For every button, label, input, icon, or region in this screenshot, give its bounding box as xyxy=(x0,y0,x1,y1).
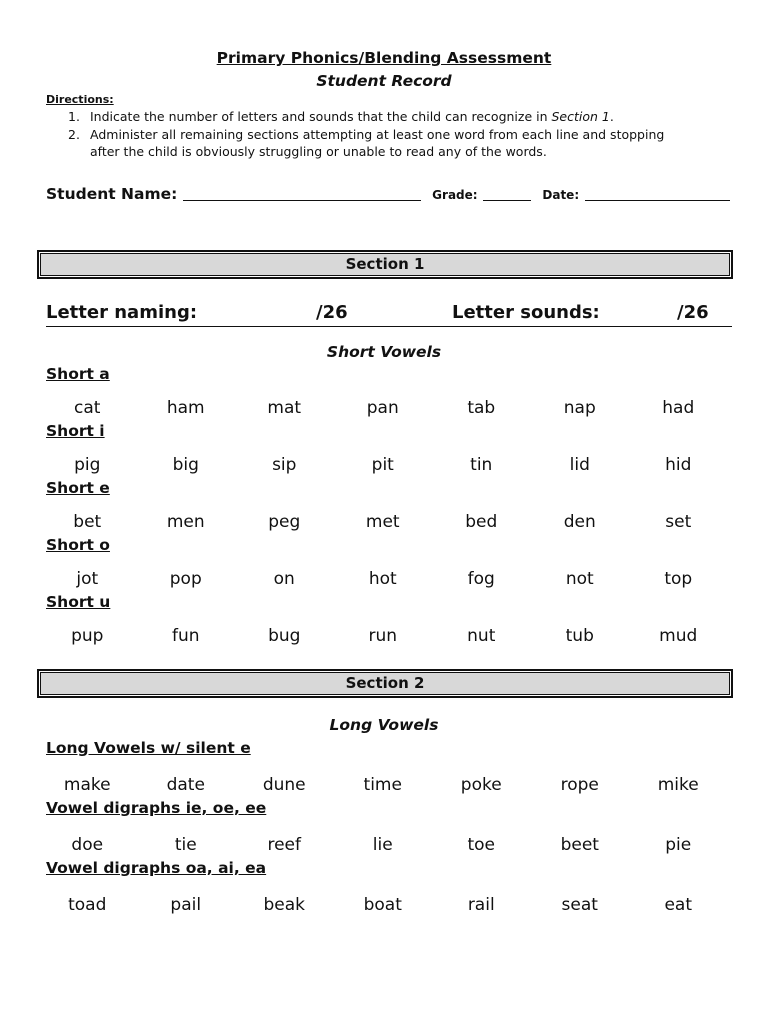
word-group-label: Long Vowels w/ silent e xyxy=(46,739,251,757)
direction-period: . xyxy=(609,109,614,124)
word-item: beet xyxy=(560,835,599,855)
word-item: eat xyxy=(664,895,693,915)
word-row xyxy=(38,895,728,915)
word-item: fun xyxy=(171,626,200,646)
word-item: tab xyxy=(467,398,496,418)
word-item: nut xyxy=(467,626,496,646)
word-item: rope xyxy=(560,775,599,795)
letter-naming-label: Letter naming: xyxy=(46,302,198,323)
word-group-label: Short u xyxy=(46,593,111,611)
grade-field[interactable] xyxy=(483,185,531,201)
word-item: pig xyxy=(74,455,101,475)
section-2-header: Section 2 xyxy=(37,669,733,698)
direction-item-2 xyxy=(68,126,664,144)
date-label: Date: xyxy=(542,188,580,202)
page-subtitle: Student Record xyxy=(316,72,452,90)
word-item: lid xyxy=(569,455,590,475)
word-item: cat xyxy=(74,398,101,418)
word-group-label: Short i xyxy=(46,422,105,440)
word-item: bet xyxy=(73,512,102,532)
word-item: dune xyxy=(262,775,306,795)
word-row xyxy=(38,455,728,475)
direction-item-2-continued: after the child is obviously struggling or unable to read any of the words. xyxy=(90,144,547,159)
word-item: nap xyxy=(563,398,596,418)
word-item: hid xyxy=(665,455,692,475)
student-name-field[interactable] xyxy=(183,185,421,201)
word-item: toe xyxy=(467,835,496,855)
word-item: peg xyxy=(268,512,301,532)
letter-sounds-score: /26 xyxy=(677,302,709,323)
word-item: pan xyxy=(366,398,399,418)
word-item: den xyxy=(563,512,596,532)
direction-number: 1. xyxy=(68,109,80,124)
word-item: pup xyxy=(71,626,104,646)
word-row xyxy=(38,775,728,795)
word-item: on xyxy=(273,569,295,589)
word-row xyxy=(38,835,728,855)
word-item: poke xyxy=(460,775,502,795)
word-item: seat xyxy=(561,895,598,915)
word-item: boat xyxy=(363,895,402,915)
direction-text: Administer all remaining sections attempting at least one word from each line and stopping xyxy=(90,127,665,142)
word-item: met xyxy=(365,512,400,532)
direction-number: 2. xyxy=(68,127,80,142)
section-1-header: Section 1 xyxy=(37,250,733,279)
word-item: rail xyxy=(467,895,495,915)
word-item: mike xyxy=(657,775,699,795)
word-item: big xyxy=(172,455,199,475)
word-item: doe xyxy=(71,835,104,855)
word-item: make xyxy=(63,775,111,795)
word-item: men xyxy=(166,512,205,532)
word-item: lie xyxy=(372,835,393,855)
word-item: date xyxy=(166,775,205,795)
letter-scores-row xyxy=(46,302,732,327)
word-group-label: Short a xyxy=(46,365,110,383)
word-group-label: Short o xyxy=(46,536,110,554)
word-item: tub xyxy=(565,626,594,646)
word-item: pail xyxy=(170,895,202,915)
word-row xyxy=(38,398,728,418)
date-field[interactable] xyxy=(585,185,730,201)
direction-emphasis: Section 1 xyxy=(551,109,610,124)
word-item: pop xyxy=(169,569,202,589)
word-item: pie xyxy=(665,835,692,855)
word-group-label: Short e xyxy=(46,479,110,497)
word-item: set xyxy=(665,512,692,532)
student-info-line xyxy=(46,185,730,203)
word-item: bed xyxy=(465,512,498,532)
word-item: jot xyxy=(76,569,99,589)
word-item: run xyxy=(368,626,398,646)
grade-label: Grade: xyxy=(432,188,478,202)
word-item: time xyxy=(363,775,402,795)
directions-heading: Directions: xyxy=(46,93,114,106)
word-item: not xyxy=(565,569,594,589)
word-item: mud xyxy=(659,626,698,646)
long-vowels-heading: Long Vowels xyxy=(329,716,439,734)
student-name-label: Student Name xyxy=(46,185,172,203)
word-item: had xyxy=(662,398,695,418)
word-item: beak xyxy=(263,895,305,915)
direction-text: Indicate the number of letters and sounds that the child can recognize in xyxy=(90,109,552,124)
letter-naming-score: /26 xyxy=(316,302,348,323)
student-name-colon: : xyxy=(171,185,178,203)
page-title: Primary Phonics/Blending Assessment xyxy=(216,49,552,67)
word-item: ham xyxy=(166,398,205,418)
word-group-label: Vowel digraphs ie, oe, ee xyxy=(46,799,267,817)
word-item: bug xyxy=(268,626,301,646)
word-row xyxy=(38,512,728,532)
word-group-label: Vowel digraphs oa, ai, ea xyxy=(46,859,267,877)
word-item: pit xyxy=(371,455,394,475)
word-item: reef xyxy=(267,835,302,855)
short-vowels-heading: Short Vowels xyxy=(326,343,442,361)
word-item: fog xyxy=(467,569,495,589)
letter-sounds-label: Letter sounds: xyxy=(452,302,600,323)
word-item: tin xyxy=(470,455,493,475)
word-item: mat xyxy=(267,398,302,418)
word-row xyxy=(38,569,728,589)
word-item: toad xyxy=(68,895,107,915)
word-item: hot xyxy=(368,569,397,589)
word-item: top xyxy=(664,569,693,589)
word-row xyxy=(38,626,728,646)
direction-item-1 xyxy=(68,108,614,126)
word-item: tie xyxy=(174,835,197,855)
word-item: sip xyxy=(272,455,297,475)
